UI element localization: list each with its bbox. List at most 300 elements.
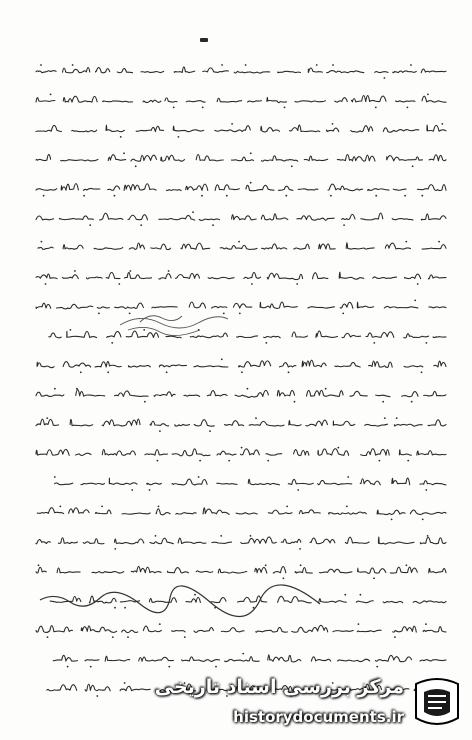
handwritten-word <box>248 101 262 102</box>
handwritten-word <box>36 125 62 131</box>
ink-dot <box>130 270 132 272</box>
handwritten-word <box>166 190 181 191</box>
ink-dot <box>406 564 408 566</box>
handwritten-word <box>61 159 98 161</box>
handwritten-word <box>232 215 257 220</box>
ink-dot <box>347 476 349 478</box>
handwritten-word <box>256 627 288 632</box>
ink-dot <box>220 535 222 537</box>
ink-dot <box>114 195 116 197</box>
ink-dot <box>54 476 56 478</box>
handwritten-word <box>378 537 414 544</box>
ink-dot <box>168 270 170 272</box>
handwritten-word <box>100 213 123 220</box>
handwritten-word <box>36 419 59 426</box>
handwritten-word <box>122 630 138 633</box>
handwritten-word <box>390 567 417 573</box>
handwritten-word <box>143 100 161 102</box>
ink-dot <box>394 636 396 638</box>
ink-dot <box>404 195 406 197</box>
ink-dot <box>343 224 345 226</box>
ink-dot <box>382 401 384 403</box>
handwritten-word <box>159 274 171 279</box>
handwritten-word <box>168 568 189 573</box>
ink-dot <box>155 535 157 537</box>
ink-dot <box>342 313 344 315</box>
ink-dot <box>330 195 332 197</box>
ink-dot <box>43 195 45 197</box>
handwritten-word <box>428 420 446 426</box>
ink-dot <box>250 152 252 154</box>
ink-dot <box>83 195 85 197</box>
ink-dot <box>72 64 74 66</box>
handwritten-word <box>85 684 110 691</box>
handwritten-word <box>221 628 244 632</box>
ink-dot <box>358 623 360 625</box>
handwritten-word <box>289 421 301 426</box>
handwritten-word <box>62 275 78 279</box>
ink-dot <box>143 329 145 331</box>
handwritten-word <box>262 156 298 161</box>
ink-dot <box>123 152 125 154</box>
handwritten-word <box>69 508 90 514</box>
handwritten-word <box>316 331 338 338</box>
ink-dot <box>129 313 131 315</box>
handwritten-word <box>92 572 124 574</box>
handwritten-word <box>311 657 330 661</box>
ink-dot <box>391 519 393 521</box>
handwritten-word <box>351 95 386 101</box>
ink-dot <box>253 607 255 609</box>
handwritten-word <box>72 130 97 132</box>
handwritten-word <box>159 215 195 220</box>
handwritten-word <box>36 189 57 191</box>
handwritten-word <box>299 510 320 514</box>
handwritten-word <box>385 243 410 249</box>
handwritten-word <box>310 538 335 544</box>
handwritten-word <box>63 96 97 102</box>
handwritten-word <box>186 184 208 190</box>
handwritten-word <box>186 597 200 602</box>
handwritten-word <box>417 185 446 191</box>
ink-dot <box>221 358 223 360</box>
handwritten-word <box>328 184 363 191</box>
handwritten-word <box>278 71 301 72</box>
ink-dot <box>384 77 386 79</box>
ink-dot <box>417 283 419 285</box>
ink-dot <box>360 594 362 596</box>
ink-dot <box>118 283 120 285</box>
handwritten-word <box>342 214 355 219</box>
ink-dot <box>425 623 427 625</box>
handwritten-word <box>319 599 346 603</box>
ink-dot <box>373 342 375 344</box>
archive-logo-icon <box>410 674 464 732</box>
handwritten-word <box>423 626 446 631</box>
handwritten-word <box>356 601 373 603</box>
ink-dot <box>265 564 267 566</box>
ink-dot <box>178 136 180 138</box>
handwritten-word <box>172 631 186 632</box>
handwritten-word <box>429 307 446 308</box>
ink-dot <box>242 653 244 655</box>
handwritten-word <box>292 625 328 632</box>
handwritten-word <box>351 126 373 132</box>
handwritten-word <box>184 395 200 396</box>
handwritten-word <box>239 361 271 367</box>
handwritten-word <box>232 157 254 161</box>
handwritten-word <box>131 155 157 161</box>
handwritten-word <box>210 598 226 603</box>
handwritten-word <box>115 539 144 544</box>
handwritten-word <box>375 72 388 73</box>
ink-dot <box>238 241 240 243</box>
handwritten-word <box>267 273 302 279</box>
handwritten-word <box>217 451 236 455</box>
ink-dot <box>135 165 137 167</box>
handwritten-word <box>237 336 258 338</box>
handwritten-word <box>115 303 144 308</box>
handwritten-word <box>292 332 308 337</box>
handwritten-word <box>387 156 423 161</box>
ink-dot <box>59 506 61 508</box>
handwritten-word <box>149 598 176 603</box>
handwritten-word <box>95 362 121 367</box>
ink-dot <box>101 506 103 508</box>
ink-dot <box>346 506 348 508</box>
ink-dot <box>245 64 247 66</box>
handwritten-word <box>178 538 206 543</box>
handwritten-word <box>103 101 133 102</box>
handwritten-word <box>393 71 417 73</box>
handwritten-word <box>339 272 364 279</box>
handwritten-word <box>320 569 352 573</box>
ink-dot <box>384 417 386 419</box>
handwritten-word <box>433 337 446 338</box>
ink-dot <box>158 506 160 508</box>
ink-dot <box>90 666 92 668</box>
handwritten-word <box>255 567 267 573</box>
handwritten-word <box>238 596 267 602</box>
ink-dot <box>157 460 159 462</box>
ink-dot <box>198 476 200 478</box>
handwritten-word <box>166 336 181 338</box>
handwritten-word <box>434 361 446 367</box>
handwritten-word <box>402 392 418 397</box>
handwritten-word <box>108 186 120 190</box>
ink-dot <box>159 430 161 432</box>
handwritten-word <box>333 630 353 631</box>
ink-dot <box>149 489 151 491</box>
handwritten-word <box>97 307 109 308</box>
handwritten-word <box>342 333 361 337</box>
handwritten-word <box>196 154 223 160</box>
ink-dot <box>284 107 286 109</box>
ink-dot <box>332 123 334 125</box>
ink-dot <box>80 371 82 373</box>
ink-dot <box>124 607 126 609</box>
handwritten-word <box>152 307 177 308</box>
ink-dot <box>283 577 285 579</box>
handwritten-word <box>37 362 54 367</box>
handwritten-word <box>161 155 185 161</box>
handwritten-word <box>203 508 229 515</box>
handwritten-word <box>85 660 99 661</box>
handwritten-word <box>150 538 173 543</box>
handwritten-word <box>304 156 327 161</box>
handwritten-word <box>233 303 251 308</box>
handwritten-word <box>346 243 374 249</box>
handwritten-word <box>326 128 338 132</box>
ink-dot <box>120 136 122 138</box>
handwritten-word <box>264 336 281 337</box>
handwritten-word <box>145 450 168 455</box>
handwritten-word <box>225 657 260 662</box>
ink-dot <box>202 107 204 109</box>
handwritten-word <box>122 513 150 514</box>
handwritten-word <box>70 419 93 425</box>
ink-dot <box>98 313 100 315</box>
handwritten-word <box>357 302 373 308</box>
ink-dot <box>422 519 424 521</box>
ink-dot <box>46 417 48 419</box>
handwritten-word <box>215 185 239 191</box>
handwritten-word <box>421 69 446 73</box>
ink-dot <box>199 460 201 462</box>
ink-dot <box>209 430 211 432</box>
ink-dot <box>344 594 346 596</box>
ink-dot <box>267 460 269 462</box>
ink-dot <box>38 564 40 566</box>
handwritten-word <box>345 537 369 543</box>
handwritten-word <box>117 69 132 73</box>
handwritten-word <box>36 626 72 633</box>
watermark-title: مرکز بررسی اسناد تاریخی <box>154 676 404 698</box>
watermark <box>154 668 472 740</box>
handwritten-word <box>361 449 390 456</box>
ink-dot <box>411 401 413 403</box>
handwritten-word <box>215 126 251 132</box>
ink-dot <box>184 636 186 638</box>
ink-dot <box>41 241 43 243</box>
ink-dot <box>241 371 243 373</box>
handwritten-word <box>109 478 137 484</box>
ink-dot <box>396 417 398 419</box>
ink-dot <box>76 388 78 390</box>
handwritten-word <box>36 303 51 308</box>
ink-dot <box>407 460 409 462</box>
ink-dot <box>426 342 428 344</box>
ink-dot <box>316 64 318 66</box>
ink-dot <box>297 489 299 491</box>
handwritten-word <box>313 273 328 279</box>
handwritten-word <box>156 509 170 515</box>
handwritten-word <box>124 184 156 191</box>
handwritten-word <box>249 421 284 426</box>
handwritten-word <box>260 302 297 308</box>
ink-dot <box>114 607 116 609</box>
handwritten-word <box>207 391 227 396</box>
handwritten-word <box>350 391 367 396</box>
handwritten-word <box>128 365 150 367</box>
handwritten-word <box>369 361 393 367</box>
handwritten-word <box>220 245 257 249</box>
ink-dot <box>405 241 407 243</box>
handwritten-word <box>203 68 229 73</box>
handwritten-word <box>186 101 205 102</box>
handwritten-word <box>150 421 169 426</box>
handwritten-word <box>59 216 93 220</box>
handwritten-word <box>294 244 310 249</box>
handwritten-word <box>181 243 210 249</box>
handwritten-word <box>106 272 120 278</box>
ink-dot <box>296 283 298 285</box>
handwritten-word <box>393 626 417 632</box>
handwritten-word <box>38 247 53 249</box>
handwritten-word <box>420 537 446 543</box>
ink-dot <box>114 548 116 550</box>
ink-dot <box>112 636 114 638</box>
handwritten-word <box>212 542 232 543</box>
ink-dot <box>427 535 429 537</box>
handwritten-word <box>83 188 100 190</box>
handwritten-word <box>36 98 55 102</box>
handwritten-word <box>102 419 140 426</box>
handwritten-word <box>76 390 105 396</box>
handwritten-word <box>217 98 242 102</box>
ink-dot <box>441 123 443 125</box>
handwritten-word <box>94 248 123 250</box>
ink-dot <box>144 401 146 403</box>
handwritten-word <box>306 420 328 426</box>
handwritten-word <box>129 243 144 249</box>
handwritten-word <box>420 660 446 661</box>
ink-dot <box>168 666 170 668</box>
ink-dot <box>410 64 412 66</box>
ink-dot <box>194 594 196 596</box>
handwritten-word <box>278 596 312 603</box>
handwritten-word <box>427 125 446 131</box>
ink-dot <box>140 224 142 226</box>
handwritten-word <box>337 155 375 162</box>
handwritten-word <box>194 628 213 633</box>
handwritten-word <box>384 306 418 308</box>
ink-dot <box>300 564 302 566</box>
ink-dot <box>265 342 267 344</box>
handwritten-word <box>327 71 364 73</box>
handwritten-word <box>376 395 390 397</box>
handwritten-word <box>120 686 150 690</box>
handwritten-word <box>194 366 228 367</box>
handwritten-word <box>83 539 104 544</box>
handwritten-word <box>128 215 148 220</box>
ink-dot <box>250 535 252 537</box>
handwritten-word <box>373 277 397 279</box>
handwritten-word <box>173 126 204 132</box>
handwritten-word <box>95 510 111 514</box>
handwritten-word <box>261 214 288 220</box>
handwritten-word <box>125 272 152 278</box>
handwritten-word <box>36 274 57 279</box>
handwritten-word <box>108 155 126 161</box>
handwritten-word <box>318 480 352 484</box>
handwritten-word <box>417 451 446 455</box>
handwritten-word <box>218 569 247 573</box>
ink-dot <box>288 371 290 373</box>
ink-dot <box>299 548 301 550</box>
handwritten-word <box>366 332 394 338</box>
handwritten-word <box>115 391 149 396</box>
ink-dot <box>291 165 293 167</box>
handwritten-word <box>261 126 280 132</box>
handwritten-word <box>55 483 73 485</box>
handwritten-word <box>266 454 282 455</box>
handwritten-word <box>404 366 423 367</box>
handwritten-word <box>248 479 279 485</box>
handwritten-word <box>176 273 200 278</box>
handwritten-word <box>420 481 446 485</box>
handwritten-word <box>307 390 344 396</box>
handwritten-word <box>396 101 415 102</box>
ink-dot <box>45 283 47 285</box>
handwritten-word <box>47 685 77 691</box>
handwritten-word <box>211 306 226 308</box>
ink-dot <box>285 195 287 197</box>
ink-dot <box>70 329 72 331</box>
handwritten-word <box>49 333 61 338</box>
handwritten-word <box>58 538 77 544</box>
handwritten-word <box>196 571 213 572</box>
handwritten-word <box>297 216 334 221</box>
handwritten-word <box>241 449 260 455</box>
ink-dot <box>375 107 377 109</box>
handwritten-word <box>234 71 270 73</box>
handwritten-word <box>413 601 446 603</box>
handwritten-word <box>329 512 367 514</box>
handwritten-word <box>175 424 190 426</box>
handwritten-word <box>308 68 322 72</box>
handwritten-word <box>422 245 446 249</box>
handwritten-word <box>394 424 422 426</box>
handwritten-word <box>404 334 429 338</box>
handwritten-word <box>267 97 287 102</box>
ink-dot <box>239 313 241 315</box>
ink-dot <box>231 123 233 125</box>
handwritten-word <box>57 568 80 573</box>
handwritten-word <box>318 449 349 456</box>
handwritten-word <box>428 275 446 279</box>
handwritten-word <box>96 68 110 73</box>
ink-dot <box>425 489 427 491</box>
handwritten-word <box>139 657 174 661</box>
ink-dot <box>201 195 203 197</box>
handwritten-word <box>36 449 69 455</box>
handwritten-word <box>399 450 411 455</box>
handwritten-word <box>126 331 158 338</box>
ink-dot <box>111 342 113 344</box>
handwritten-word <box>36 392 64 396</box>
handwritten-word <box>246 185 274 190</box>
handwritten-word <box>383 601 403 602</box>
handwritten-word <box>244 272 261 278</box>
handwritten-word <box>136 126 163 131</box>
handwritten-word <box>172 479 207 485</box>
ink-dot <box>427 94 429 96</box>
handwritten-word <box>281 539 301 543</box>
handwritten-word <box>53 655 77 661</box>
ink-dot <box>250 182 252 184</box>
ink-dot <box>173 107 175 109</box>
